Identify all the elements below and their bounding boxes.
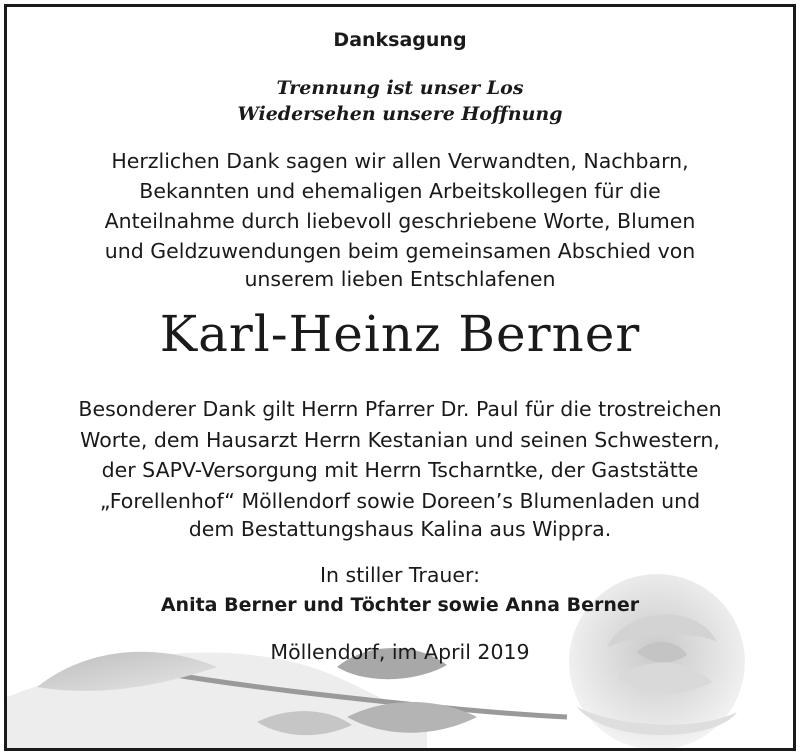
deceased-name: Karl-Heinz Berner xyxy=(159,305,641,363)
mourning-label: In stiller Trauer: xyxy=(320,563,480,587)
motto-line-2: Wiedersehen unsere Hoffnung xyxy=(237,103,563,125)
intro-line-1: Herzlichen Dank sagen wir allen Verwandten, Nachbarn, xyxy=(111,149,689,173)
place-date: Möllendorf, im April 2019 xyxy=(270,640,530,664)
obituary-notice xyxy=(4,4,796,751)
thanks-line-5: dem Bestattungshaus Kalina aus Wippra. xyxy=(188,517,612,541)
motto-line-1: Trennung ist unser Los xyxy=(276,77,524,99)
intro-line-5: unserem lieben Entschlafenen xyxy=(244,267,556,291)
intro-line-4: und Geldzuwendungen beim gemeinsamen Abschied von xyxy=(104,239,696,263)
family-names: Anita Berner und Töchter sowie Anna Berner xyxy=(160,594,640,616)
thanks-line-3: der SAPV-Versorgung mit Herrn Tscharntke, der Gaststätte xyxy=(101,458,699,482)
intro-line-2: Bekannten und ehemaligen Arbeitskollegen für die xyxy=(139,179,661,203)
thanks-line-4: „Forellenhof“ Möllendorf sowie Doreen’s Blumenladen und xyxy=(99,489,701,513)
thanks-line-2: Worte, dem Hausarzt Herrn Kestanian und seinen Schwestern, xyxy=(80,428,720,452)
thanks-line-1: Besonderer Dank gilt Herrn Pfarrer Dr. Paul für die trostreichen xyxy=(78,397,722,421)
heading: Danksagung xyxy=(333,29,467,51)
intro-line-3: Anteilnahme durch liebevoll geschriebene Worte, Blumen xyxy=(104,209,696,233)
